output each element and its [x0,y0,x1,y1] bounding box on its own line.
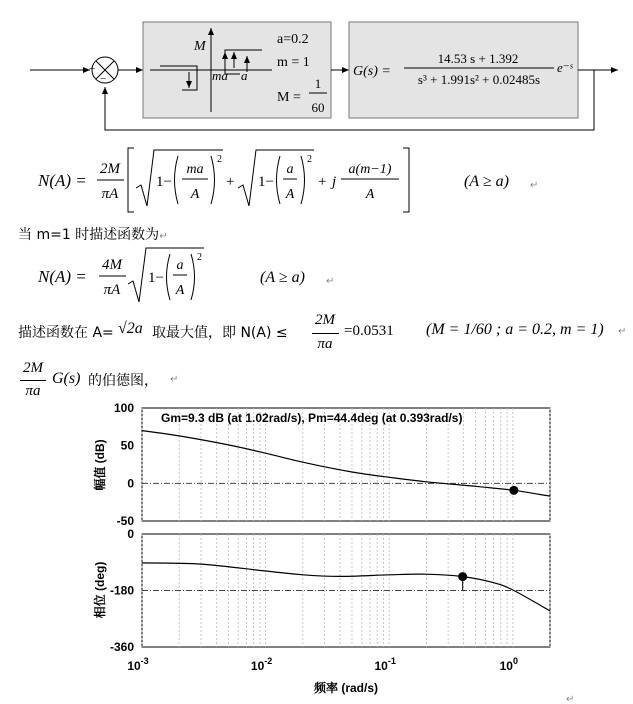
svg-text:1−: 1− [148,270,164,286]
mag-ytick-neg50: -50 [116,514,134,528]
bode-plot [0,400,633,704]
plant-numerator: 14.53 s + 1.392 [437,51,519,66]
eq1-t1-num: ma [186,162,204,177]
xtick-label: $10^{-3}$ [127,656,149,673]
eq1-t1-den: A [190,187,200,202]
eq2-lhs: N(A) = [38,267,87,286]
text-line-3: 2M πa G(s) 的伯德图， ↵ [18,360,318,404]
svg-text:↵: ↵ [530,180,539,191]
nl-M-param: M = [277,90,301,105]
text2-mid: 取最大值，即 N(A) ≤ [152,325,288,341]
eq1-t3-num: a(m−1) [348,162,392,177]
eq1-t2-num: a [286,162,294,177]
xtick-label: $10^{-1}$ [374,656,396,673]
nl-M-num: 1 [314,76,322,91]
phase-margin-marker [458,572,467,581]
svg-text:2: 2 [217,154,222,165]
nl-a-label: a [241,68,248,83]
eq1-lhs: N(A) = [38,171,87,190]
mag-ytick-50: 50 [120,438,134,453]
nl-M-den: 60 [311,100,325,115]
eq1-t3-den: A [365,187,375,202]
text-line-2: 描述函数在 A= √2a 取最大值，即 N(A) ≤ 2M πa =0.0531 (M = 1/60 ; a = 0.2, m = 1) ↵ [18,312,627,352]
eq2-coef-num: 4M [102,257,122,273]
nl-ma-label: ma [212,68,228,83]
magnitude-ylabel: 幅值 (dB) [93,439,107,491]
gain-margin-marker [509,486,518,495]
svg-text:1−: 1− [258,174,274,190]
svg-text:↵: ↵ [566,694,575,704]
eq1-t2-den: A [285,187,295,202]
phase-ytick-0: 0 [127,527,134,541]
svg-text:+: + [318,174,327,190]
eq2-coef-den: πA [103,282,121,298]
phase-ytick-neg180: -180 [109,583,134,598]
svg-text:↵: ↵ [326,276,335,287]
text3-frac-num: 2M [23,360,43,376]
text2-sqrt: √2a [118,320,143,337]
text1-content: 当 m=1 时描述函数为 [18,227,160,243]
svg-text:2: 2 [197,252,202,263]
eq1-coef-num: 2M [100,161,120,177]
nl-m-param: m = 1 [277,55,310,70]
sum-plus-sign: + [89,63,96,75]
equation-2 [0,244,633,308]
text3-gs: G(s) [52,370,81,387]
xtick-label: $10^{-2}$ [250,656,273,673]
eq2-t-num: a [176,258,184,273]
sum-minus-sign: − [100,73,107,85]
svg-text:+: + [226,174,235,190]
text2-params: (M = 1/60 ; a = 0.2, m = 1) [426,321,604,338]
nl-a-param: a=0.2 [277,32,309,47]
xtick-label: $10^0$ [499,656,518,673]
nl-M-label: M [194,39,206,54]
eq1-j: j [332,174,337,190]
svg-text:1−: 1− [156,174,172,190]
block-diagram [0,0,633,140]
plant-lhs: G(s) = [353,64,391,79]
text2-frac-num: 2M [315,312,335,328]
eq2-condition: (A ≥ a) [260,269,305,286]
mag-ytick-0: 0 [127,476,134,491]
plant-denominator: s³ + 1.991s² + 0.02485s [417,72,541,87]
text-line-1: 当 m=1 时描述函数为↵ [18,227,168,243]
mag-ytick-100: 100 [113,401,134,415]
phase-ylabel: 相位 (deg) [93,561,107,619]
phase-ytick-neg360: -360 [109,640,134,654]
text2-prefix: 描述函数在 A= [18,325,114,341]
text3-frac-den: πa [25,383,41,399]
chart-title: Gm=9.3 dB (at 1.02rad/s), Pm=44.4deg (at 0.393rad/s) [161,411,463,425]
plant-delay: e⁻ˢ [557,60,573,75]
eq2-t-den: A [175,283,185,298]
text2-result: =0.0531 [344,323,394,339]
text2-frac-den: πa [317,336,333,352]
svg-text:2: 2 [307,154,312,165]
eq1-condition: (A ≥ a) [464,173,509,190]
eq1-coef-den: πA [101,186,119,202]
equation-1 [0,140,633,220]
chart-xlabel: 频率 (rad/s) [313,681,379,695]
text3-suffix: 的伯德图， [88,373,158,389]
